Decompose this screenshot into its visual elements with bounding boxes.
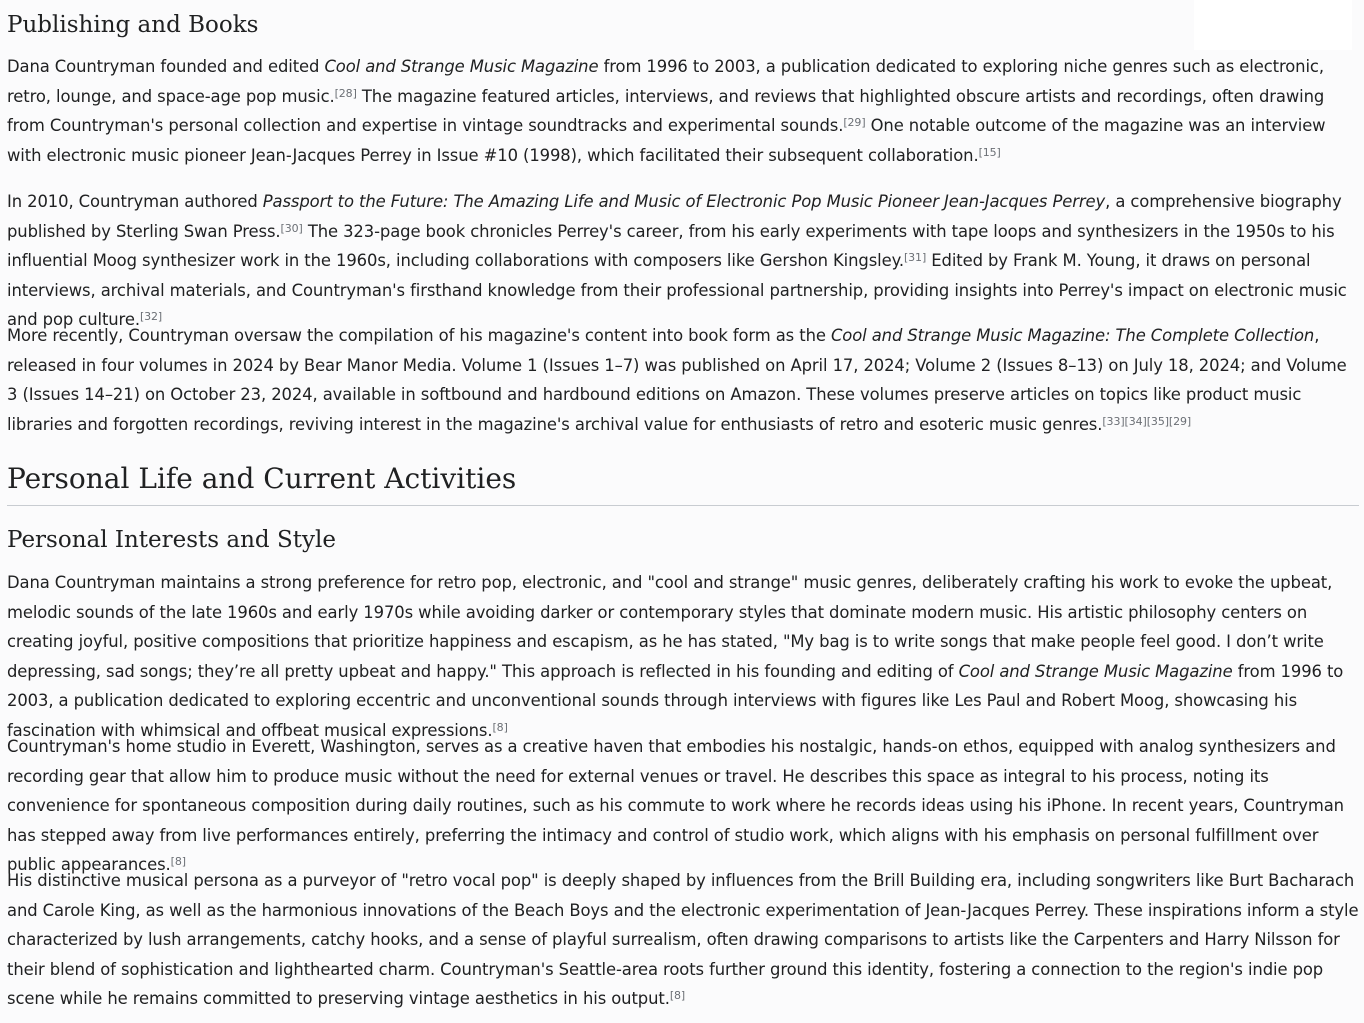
citation-link[interactable]: [30] [280,221,303,235]
collection-title: Cool and Strange Music Magazine: The Complete Collection [830,326,1315,345]
heading-divider [7,505,1359,506]
paragraph-biography: In 2010, Countryman authored Passport to the Future: The Amazing Life and Music of Electronic Pop Music Pioneer Jean-Jacques Perrey, a comprehensive biography published by Sterling Swan Press.[30] The 323-page book chronicles Perrey's career, from his early experiments with tape loops and synthesizers in the 1950s to his influential Moog synthesizer work in the 1960s, including collaborations with composers like Gershon Kingsley.[31] Edited by Frank M. Young, it draws on personal interviews, archival materials, and Countryman's firsthand knowledge from their professional partnership, providing insights into Perrey's impact on electronic music and pop culture.[32] [7,192,1347,330]
citation-link[interactable]: [32] [139,310,163,324]
book-title: Passport to the Future: The Amazing Life and Music of Electronic Pop Music Pioneer Jean-Jacques Perrey [262,192,1106,211]
citation-link[interactable]: [34] [1124,414,1147,428]
section-heading-personal-life: Personal Life and Current Activities [7,462,517,495]
paragraph-collection: More recently, Countryman oversaw the compilation of his magazine's content into book form as the Cool and Strange Music Magazine: The Complete Collection, released in four volumes in 2024 by Bear Manor Media. Volume 1 (Issues 1–7) was published on April 17, 2024; Volume 2 (Issues 8–13) on July 18, 2024; and Volume 3 (Issues 14–21) on October 23, 2024, available in softbound and hardbound editions on Amazon. These volumes preserve articles on topics like product music libraries and forgotten recordings, reviving interest in the magazine's archival value for enthusiasts of retro and esoteric music genres.[33][34][35][29] [7,326,1347,434]
magazine-title: Cool and Strange Music Magazine [958,661,1233,681]
paragraph-magazine: Dana Countryman founded and edited Cool and Strange Music Magazine from 1996 to 2003, a publication dedicated to exploring niche genres such as electronic, retro, lounge, and space-age pop music.[28] The magazine featured articles, interviews, and reviews that highlighted obscure artists and recordings, often drawing from Countryman's personal collection and expertise in vintage soundtracks and experimental sounds.[29] One notable outcome of the magazine was an interview with electronic music pioneer Jean-Jacques Perrey in Issue #10 (1998), which facilitated their subsequent collaboration.[15] [7,57,1326,165]
paragraph-studio: Countryman's home studio in Everett, Washington, serves as a creative haven that embodies his nostalgic, hands-on ethos, equipped with analog synthesizers and recording gear that allow him to produce music without the need for external venues or travel. He describes this space as integral to his process, noting its convenience for spontaneous composition during daily routines, such as his commute to work where he records ideas using his iPhone. In recent years, Countryman has stepped away from live performances entirely, preferring the intimacy and control of studio work, which aligns with his emphasis on personal fulfillment over public appearances.[8] [7,737,1344,875]
citation-link[interactable]: [31] [903,251,927,265]
citation-link[interactable]: [8] [170,855,186,869]
paragraph-interests: Dana Countryman maintains a strong preference for retro pop, electronic, and "cool and strange" music genres, deliberately crafting his work to evoke the upbeat, melodic sounds of the late 1960s and early 1970s while avoiding darker or contemporary styles that dominate modern music. His artistic philosophy centers on creating joyful, positive compositions that prioritize happiness and escapism, as he has stated, "My bag is to write songs that make people feel good. I don’t write depressing, sad songs; they’re all pretty upbeat and happy." This approach is reflected in his founding and editing of Cool and Strange Music Magazine from 1996 to 2003, a publication dedicated to exploring eccentric and unconventional sounds through interviews with figures like Les Paul and Robert Moog, showcasing his fascination with whimsical and offbeat musical expressions.[8] [7,573,1344,740]
paragraph-persona: His distinctive musical persona as a purveyor of "retro vocal pop" is deeply shaped by influences from the Brill Building era, including songwriters like Burt Bacharach and Carole King, as well as the harmonious innovations of the Beach Boys and the electronic experimentation of Jean-Jacques Perrey. These inspirations inform a style characterized by lush arrangements, catchy hooks, and a sense of playful surrealism, often drawing comparisons to artists like the Carpenters and Harry Nilsson for their blend of sophistication and lighthearted charm. Countryman's Seattle-area roots further ground this identity, fostering a connection to the region's indie pop scene while he remains committed to preserving vintage aesthetics in his output.[8] [7,871,1359,1009]
citation-link[interactable]: [29] [1168,414,1192,428]
citation-link[interactable]: [8] [492,720,508,734]
corner-panel [1194,0,1352,50]
citation-link[interactable]: [15] [978,145,1001,159]
citation-link[interactable]: [8] [669,989,686,1003]
citation-link[interactable]: [33] [1102,414,1125,428]
section-heading-publishing: Publishing and Books [7,12,259,38]
section-heading-interests: Personal Interests and Style [7,527,336,553]
citation-link[interactable]: [29] [843,116,866,130]
citation-link[interactable]: [35] [1146,414,1169,428]
magazine-title: Cool and Strange Music Magazine [324,57,599,76]
citation-link[interactable]: [28] [334,86,357,100]
